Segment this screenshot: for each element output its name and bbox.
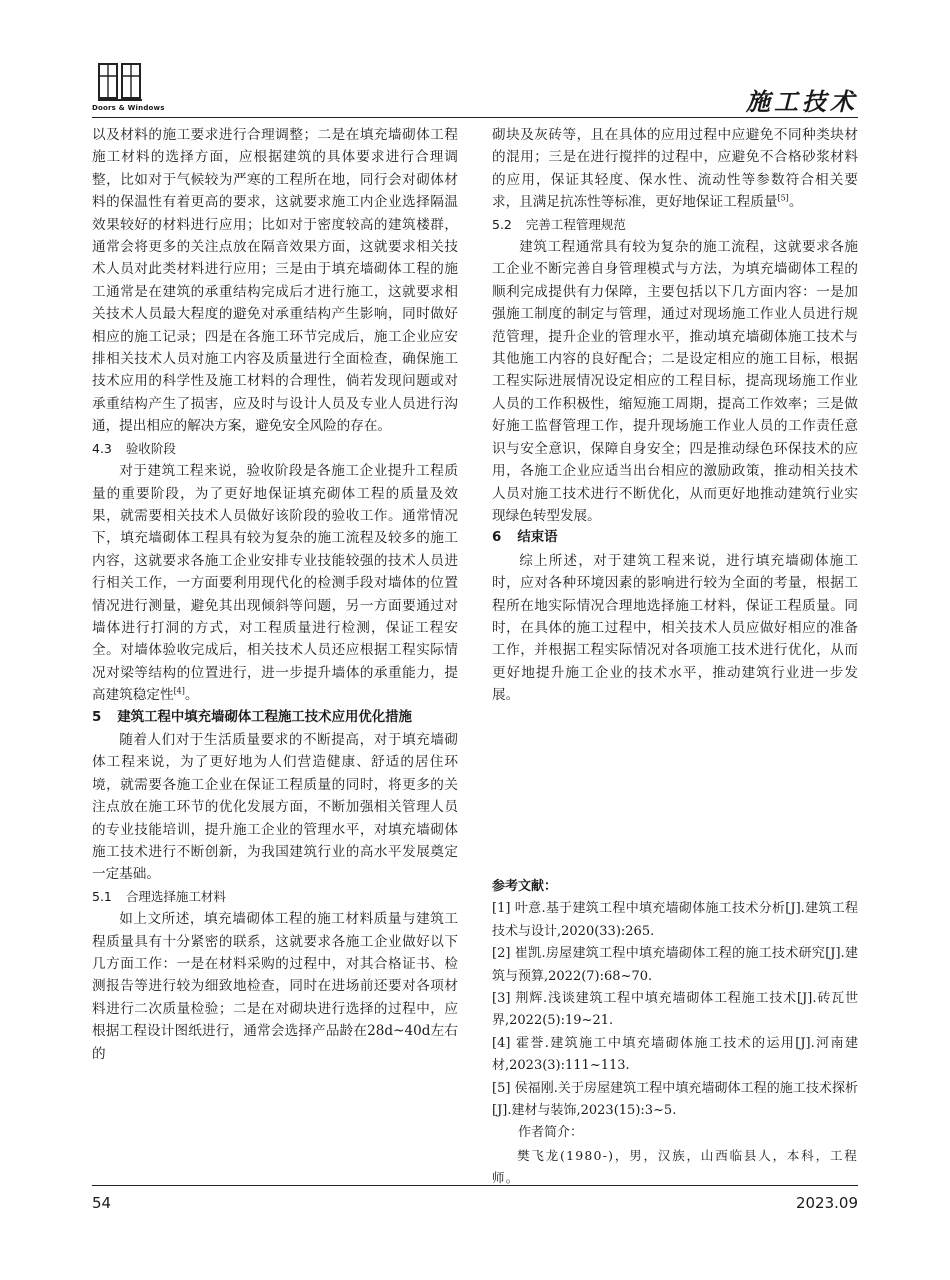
paragraph: 综上所述，对于建筑工程来说，进行填充墙砌体施工时，应对各种环境因素的影响进行较为全面的考量，根据工程所在地实际情况合理地选择施工材料，保证工程质量。同时，在具体的施工过程中，相关技术人员应做好相应的准备工作，并根据工程实际情况对各项施工技术进行优化，从而更好地提升施工企业的技术水平，推动建筑行业进一步发展。 xyxy=(492,552,858,704)
heading-number: 5.2 xyxy=(492,216,512,232)
paragraph-text: 砌块及灰砖等，且在具体的应用过程中应避免不同种类块材的混用；三是在进行搅拌的过程中，应避免不合格砂浆材料的应用，保证其轻度、保水性、流动性等参数符合相关要求，且满足抗冻性等标准，更好地保证工程质量 xyxy=(492,127,858,211)
heading-number: 6 xyxy=(492,530,502,546)
heading-number: 5.1 xyxy=(92,888,112,904)
paragraph: 如上文所述，填充墙砌体工程的施工材料质量与建筑工程质量具有十分紧密的联系，这就要求各施工企业做好以下几方面工作：一是在材料采购的过程中，对其合格证书、检测报告等进行较为细致地检查，同时在进场前还要对各项材料进行二次质量检验；二是在对砌块进行选择的过程中，应根据工程设计图纸进行，通常会选择产品龄在28d~40d左右的 xyxy=(92,911,458,1062)
paragraph xyxy=(92,460,458,706)
page-header xyxy=(0,0,950,125)
references-heading: 参考文献： xyxy=(492,879,558,894)
paragraph: 以及材料的施工要求进行合理调整；二是在填充墙砌体工程施工材料的选择方面，应根据建筑的具体要求进行合理调整，比如对于气候较为严寒的工程所在地，同行会对砌体材料的保温性有着更高的要求，这就要求施工内企业选择隔温效果较好的材料进行应用；比如对于密度较高的建筑楼群，通常会将更多的关注点放在隔音效果方面，这就要求相关技术人员对此类材料进行应用；三是由于填充墙砌体工程的施工通常是在建筑的承重结构完成后才进行施工，这就要求相关技术人员最大程度的避免对承重结构产生影响，同时做好相应的施工记录；四是在各施工环节完成后，施工企业应安排相关技术人员对施工内容及质量进行全面检查，确保施工技术应用的科学性及施工材料的合理性，倘若发现问题或对承重结构产生了损害，应及时与设计人员及专业人员进行沟通，提出相应的解决方案，避免安全风险的存在。 xyxy=(92,127,458,435)
header-rule xyxy=(92,117,858,118)
subheading-5-1 xyxy=(92,886,458,908)
reference-item: [5] 侯福刚.关于房屋建筑工程中填充墙砌体工程的施工技术探析[J].建材与装饰,2023(15):3~5. xyxy=(492,1080,858,1119)
heading-title: 完善工程管理规范 xyxy=(525,216,626,232)
reference-item: [1] 叶意.基于建筑工程中填充墙砌体施工技术分析[J].建筑工程技术与设计,2020(33):265. xyxy=(492,901,858,939)
heading-title: 验收阶段 xyxy=(125,440,176,456)
left-column xyxy=(92,124,458,1065)
paragraph: 随着人们对于生活质量要求的不断提高，对于填充墙砌体工程来说，为了更好地为人们营造健康、舒适的居住环境，就需要各施工企业在保证工程质量的同时，将更多的关注点放在施工环节的优化发展方面，不断加强相关管理人员的专业技能培训，提升施工企业的管理水平，对填充墙砌体施工技术进行不断创新，为我国建筑行业的高水平发展奠定一定基础。 xyxy=(92,731,458,883)
subheading-5-2 xyxy=(492,214,858,236)
page-number: 54 xyxy=(92,1194,112,1212)
author-bio-label: 作者简介： xyxy=(518,1125,584,1141)
references-block xyxy=(492,876,858,1190)
subheading-4-3 xyxy=(92,438,458,460)
section-title: 施工技术 xyxy=(746,87,858,116)
heading-6 xyxy=(492,527,858,549)
author-bio: 樊飞龙(1980-)，男，汉族，山西临县人，本科，工程师。 xyxy=(492,1147,858,1186)
reference-item: [2] 崔凯.房屋建筑工程中填充墙砌体工程的施工技术研究[J].建筑与预算,2022(7):68~70. xyxy=(492,946,858,984)
logo-text: Doors & Windows xyxy=(92,104,165,112)
reference-item: [3] 荆辉.浅谈建筑工程中填充墙砌体工程施工技术[J].砖瓦世界,2022(5):19~21. xyxy=(492,991,858,1029)
paragraph-text: 对于建筑工程来说，验收阶段是各施工企业提升工程质量的重要阶段，为了更好地保证填充砌体工程的质量及效果，就需要相关技术人员做好该阶段的验收工作。通常情况下，填充墙砌体工程具有较为复杂的施工流程及较多的施工内容，这就要求各施工企业安排专业技能较强的技术人员进行相关工作，一方面要利用现代化的检测手段对墙体的位置情况进行测量，避免其出现倾斜等问题，另一方面要通过对墙体进行打洞的方式，对工程质量进行检测，保证工程安全。对墙体验收完成后，相关技术人员还应根据工程实际情况对梁等结构的位置进行，进一步提升墙体的承重能力，提高建筑稳定性 xyxy=(92,463,458,704)
citation: [4] xyxy=(173,686,185,696)
heading-5 xyxy=(92,707,458,729)
heading-title: 合理选择施工材料 xyxy=(125,888,226,904)
right-column xyxy=(492,124,858,1186)
paragraph: 建筑工程通常具有较为复杂的施工流程，这就要求各施工企业不断完善自身管理模式与方法，为填充墙砌体工程的顺利完成提供有力保障，主要包括以下几方面内容：一是加强施工制度的制定与管理，通过对现场施工作业人员进行规范管理，提升企业的管理水平，推动填充墙砌体施工技术与其他施工内容的良好配合；二是设定相应的施工目标，根据工程实际进展情况设定相应的工程目标，提高现场施工作业人员的工作积极性，缩短施工周期，提高工作效率；三是做好施工监督管理工作，提升现场施工作业人员的工作责任意识与安全意识，保障自身安全；四是推动绿色环保技术的应用，各施工企业应适当出台相应的激励政策，推动相关技术人员对施工技术进行不断优化，从而更好地推动建筑行业实现绿色转型发展。 xyxy=(492,239,858,524)
heading-title: 建筑工程中填充墙砌体工程施工技术应用优化措施 xyxy=(117,709,412,725)
paragraph xyxy=(492,124,858,214)
heading-title: 结束语 xyxy=(517,530,558,546)
journal-logo xyxy=(92,62,172,114)
reference-item: [4] 霍誉.建筑施工中填充墙砌体施工技术的运用[J].河南建材,2023(3):111~113. xyxy=(492,1035,858,1074)
issue-date: 2023.09 xyxy=(795,1194,858,1212)
footer-rule xyxy=(92,1185,858,1186)
punctuation: 。 xyxy=(184,687,199,704)
heading-number: 4.3 xyxy=(92,440,112,456)
heading-number: 5 xyxy=(92,709,102,725)
citation: [5] xyxy=(777,193,789,203)
window-logo-icon xyxy=(98,62,142,102)
punctuation: 。 xyxy=(788,194,803,211)
